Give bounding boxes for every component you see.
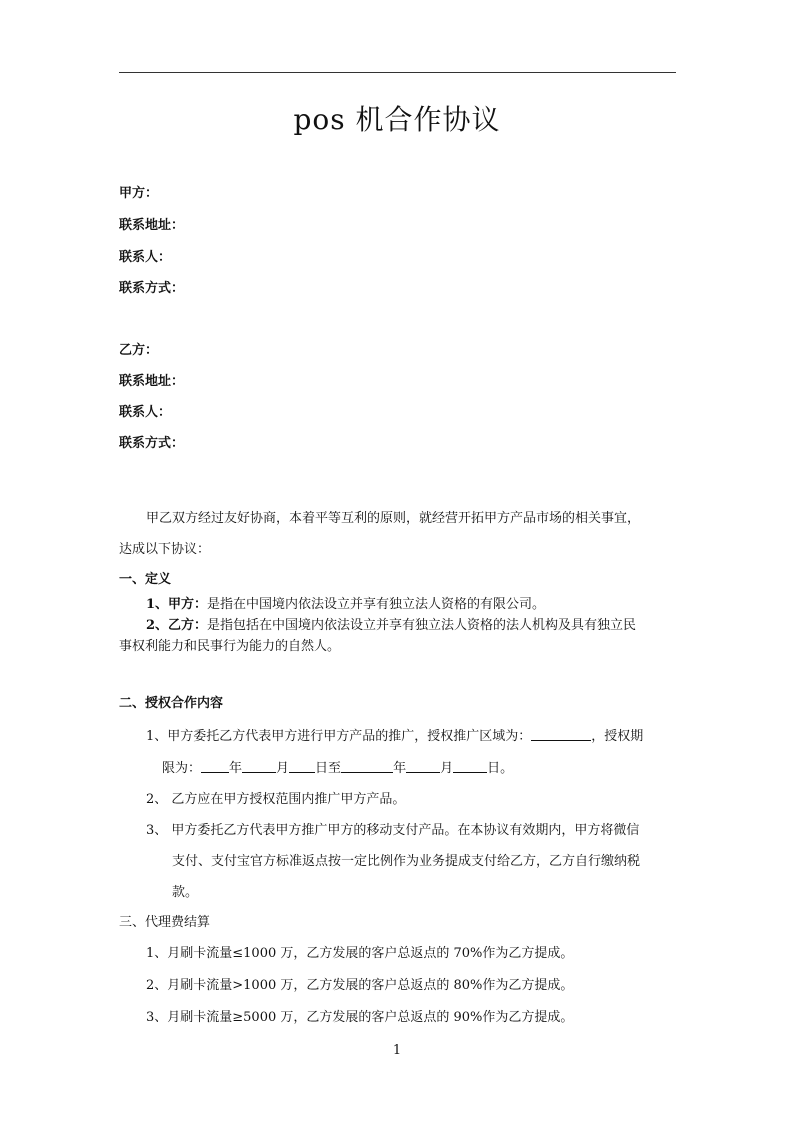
document-title: pos 机合作协议 (293, 103, 501, 136)
authorization-item-1 (146, 728, 643, 745)
end-day-blank (453, 760, 487, 773)
header-rule (119, 72, 676, 73)
authorization-item-2: 2、 乙方应在甲方授权范围内推广甲方产品。 (146, 792, 406, 807)
party-a-label: 甲方： (119, 186, 159, 201)
authorization-item-3-cont: 支付、支付宝官方标准返点按一定比例作为业务提成支付给乙方，乙方自行缴纳税 (172, 854, 641, 869)
auth-1-part-2: ，授权期 (591, 729, 644, 744)
party-b-address-label: 联系地址： (119, 374, 185, 389)
definition-item-1 (146, 597, 545, 613)
section-3-heading: 三、代理费结算 (119, 915, 211, 930)
end-year-blank (341, 760, 393, 773)
authorization-period (162, 760, 513, 777)
year-label-1: 年 (229, 761, 243, 776)
intro-line-2: 达成以下协议： (119, 542, 211, 557)
settlement-item-3: 3、月刷卡流量≥5000 万，乙方发展的客户总返点的 90%作为乙方提成。 (146, 1010, 574, 1025)
page-number: 1 (392, 1043, 402, 1058)
day-to-label: 日至 (315, 761, 342, 776)
authorization-item-3-end: 款。 (172, 885, 199, 900)
region-blank (531, 728, 591, 741)
party-b-contact-label: 联系人： (119, 405, 172, 420)
definition-1-label: 1、甲方： (146, 597, 208, 612)
party-b-label: 乙方： (119, 343, 159, 358)
settlement-item-2: 2、月刷卡流量>1000 万，乙方发展的客户总返点的 80%作为乙方提成。 (146, 978, 574, 993)
auth-1-part-1: 1、甲方委托乙方代表甲方进行甲方产品的推广，授权推广区域为： (146, 729, 532, 744)
start-day-blank (289, 760, 315, 773)
section-2-heading: 二、授权合作内容 (119, 696, 224, 711)
settlement-item-1: 1、月刷卡流量≤1000 万，乙方发展的客户总返点的 70%作为乙方提成。 (146, 946, 574, 961)
day-end-label: 日。 (487, 761, 514, 776)
definition-item-2 (146, 618, 636, 634)
party-a-phone-label: 联系方式： (119, 281, 185, 296)
month-label-1: 月 (276, 761, 290, 776)
intro-line-1: 甲乙双方经过友好协商，本着平等互利的原则，就经营开拓甲方产品市场的相关事宜， (146, 511, 641, 526)
end-month-blank (406, 760, 440, 773)
period-prefix: 限为： (162, 761, 202, 776)
year-label-2: 年 (393, 761, 407, 776)
definition-1-text: 是指在中国境内依法设立并享有独立法人资格的有限公司。 (207, 597, 546, 612)
party-a-address-label: 联系地址： (119, 218, 185, 233)
party-a-contact-label: 联系人： (119, 250, 172, 265)
start-month-blank (242, 760, 276, 773)
month-label-2: 月 (440, 761, 454, 776)
definition-2-label: 2、乙方： (146, 618, 208, 633)
definition-2-text: 是指包括在中国境内依法设立并享有独立法人资格的法人机构及具有独立民 (207, 618, 637, 633)
section-1-heading: 一、定义 (119, 572, 172, 587)
start-year-blank (201, 760, 229, 773)
definition-2-text-cont: 事权利能力和民事行为能力的自然人。 (119, 639, 341, 654)
authorization-item-3: 3、 甲方委托乙方代表甲方推广甲方的移动支付产品。在本协议有效期内，甲方将微信 (146, 823, 640, 838)
party-b-phone-label: 联系方式： (119, 436, 185, 451)
